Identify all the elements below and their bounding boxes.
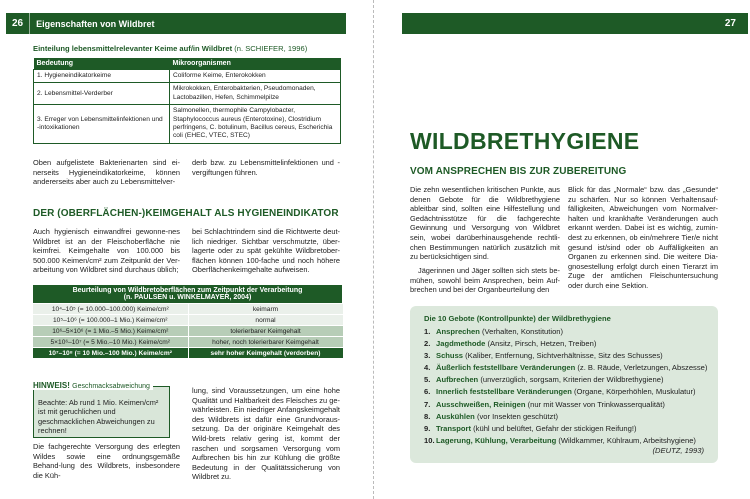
table-cell: 3. Erreger von Lebensmittelinfektionen und -intoxikationen <box>34 105 170 144</box>
surface-assessment-table <box>33 285 343 359</box>
right-page-header <box>402 13 748 34</box>
table-cell: 2. Lebensmittel-Verderber <box>34 83 170 105</box>
rule-number: 9. <box>424 423 431 433</box>
list-item <box>424 386 714 398</box>
hinweis-text: Beachte: Ab rund 1 Mio. Keimen/cm² ist mit geruchlichen und geschmacklichen Abweichungen zu rechnen! <box>38 398 159 436</box>
paragraph: Die fachgerechte Versorgung des erlegten Wildes sowie eine ordnungsgemäße Behand-lung des Wildbrets, insbesondere die Küh- <box>33 442 180 480</box>
section-heading: DER (OBERFLÄCHEN-)KEIMGEHALT ALS HYGIENEINDIKATOR <box>33 208 339 219</box>
rule-detail: (Kaliber, Entfernung, Sichtverhältnisse, Sitz des Schusses) <box>463 351 663 361</box>
table-cell: Salmonellen, thermophile Campylobacter, Staphylococcus aureus (Enterotoxine), Clostridium perfringens, C. botulinum, Bacillus cereus, Escherichia coli (EHEC, VTEC, STEC) <box>170 105 341 144</box>
left-page-number: 26 <box>12 18 24 29</box>
rule-number: 8. <box>424 411 431 421</box>
left-page-running-title: Eigenschaften von Wildbret <box>29 13 154 34</box>
table-cell: 10⁷–10⁸ (= 10 Mio.–100 Mio.) Keime/cm² <box>33 348 188 359</box>
table-row <box>34 83 341 105</box>
paragraph: Auch hygienisch einwandfrei gewonne-nes Wildbret ist an der Fleischoberfläche nie keimfrei. Keimgehalte von 100.000 bis 500.000 Keimen/cm² zum Zeitpunkt der Ver-arbeitung von Wildbret sind durchaus üblich; <box>33 227 180 275</box>
rule-detail: (Verhalten, Konstitution) <box>479 327 564 336</box>
table-cell: hoher, noch tolerierbarer Keimgehalt <box>188 337 343 348</box>
rules-list <box>424 326 714 447</box>
paragraph: Blick für das „Normale“ bzw. das „Gesunde“ zu schärfen. Nur so können Verhaltensauf-fälligkeiten, Abweichungen vom Normalver-halten und krankhafte Veränderungen auch erkannt werden. Dabei ist es wichtig, zumin-dest zu erkennen, ob ein/mehrere Tier/e nicht gesund ist/sind oder ob Auffälligkeiten an Organen zu erkennen sind. Die weitere Dia-gnosestellung erfolgt durch einen Tierarzt im Zuge der amtlichen Fleischuntersuchung oder durch eine Sektion. <box>568 185 718 290</box>
rule-number: 2. <box>424 339 431 349</box>
rules-source: (DEUTZ, 1993) <box>652 446 704 455</box>
table-row <box>33 304 343 315</box>
table-cell: 10⁵–10⁶ (= 100.000–1 Mio.) Keime/cm² <box>33 315 188 326</box>
table-row <box>34 105 341 144</box>
rule-number: 7. <box>424 399 431 409</box>
hinweis-box <box>33 381 170 438</box>
rule-number: 3. <box>424 351 431 361</box>
rule-number: 6. <box>424 387 431 397</box>
table-row <box>33 337 343 348</box>
table-row <box>33 348 343 359</box>
table-cell: normal <box>188 315 343 326</box>
table-cell: 10⁴–10⁵ (= 10.000–100.000) Keime/cm² <box>33 304 188 315</box>
table-cell: tolerierbarer Keimgehalt <box>188 326 343 337</box>
rule-keyword: Jagdmethode <box>436 339 486 349</box>
list-item <box>424 399 714 411</box>
rule-keyword: Innerlich feststellbare Veränderungen <box>436 387 572 397</box>
paragraph: bei Schlachtrindern sind die Richtwerte deut-lich niedriger. Sichtbar verschmutzte, über-lagerte oder zu spät gekühlte Wildbretober-flächen können 100-fache und noch höhere Oberflächenkeimgehalte aufweisen. <box>192 227 340 275</box>
table1-caption: Einteilung lebensmittelrelevanter Keime auf/in Wildbret (n. SCHIEFER, 1996) <box>33 44 308 53</box>
rule-keyword: Ansprechen <box>436 327 480 336</box>
section-heading: VOM ANSPRECHEN BIS ZUR ZUBEREITUNG <box>410 166 627 177</box>
table2-title: Beurteilung von Wildbretoberflächen zum Zeitpunkt der Verarbeitung (n. PAULSEN u. WINKELMAYER, 2004) <box>33 285 343 304</box>
rule-keyword: Transport <box>436 423 472 433</box>
rule-detail: (nur mit Wasser von Trinkwasserqualität) <box>525 399 665 409</box>
table-cell: keimarm <box>188 304 343 315</box>
paragraph: Die zehn wesentlichen kritischen Punkte, aus denen Gebote für die Wildbrethygiene ableitbar sind, sollten eine Hilfestellung und Gedächtnisstütze für die fachgerechte Gewinnung und Versorgung von Wildbret sein, wobei darüberhinausgehende rechtli-chen Bestimmungen natürlich zusätzlich mit zu berücksichtigen sind. <box>410 185 560 262</box>
rule-keyword: Schuss <box>436 351 464 361</box>
list-item <box>424 326 714 338</box>
paragraph: Oben aufgelistete Bakterienarten sind ei-nerseits Hygieneindikatorkeime, können andererseits aber auch zu Lebensmittelver- <box>33 158 180 187</box>
table-cell: 1. Hygieneindikatorkeime <box>34 70 170 83</box>
rule-keyword: Ausschweißen, Reinigen <box>436 399 526 409</box>
page-title: WILDBRETHYGIENE <box>410 128 640 154</box>
table-cell: 5×10⁶–10⁷ (= 5 Mio.–10 Mio.) Keime/cm² <box>33 337 188 348</box>
germs-table <box>33 58 341 144</box>
rule-detail: (Organe, Körperhöhlen, Muskulatur) <box>571 387 696 397</box>
ten-rules-box <box>410 306 718 463</box>
list-item <box>424 362 714 374</box>
table1-header-mikroorganismen: Mikroorganismen <box>170 58 341 70</box>
rule-detail: (Wildkammer, Kühlraum, Arbeitshygiene) <box>556 435 696 445</box>
rule-detail: (vor Insekten geschützt) <box>474 411 558 421</box>
table-row <box>33 315 343 326</box>
rule-keyword: Äußerlich feststellbare Veränderungen <box>436 363 576 373</box>
list-item <box>424 374 714 386</box>
paragraph: derb bzw. zu Lebensmittelinfektionen und -vergiftungen führen. <box>192 158 340 177</box>
paragraph: Jägerinnen und Jäger sollten sich stets be-mühen, sowohl beim Ansprechen, beim Auf-brechen und bei der Organbeurteilung den <box>410 266 560 295</box>
rule-detail: (kühl und belüftet, Gefahr der stickigen Reifung!) <box>471 423 637 433</box>
rules-title: Die 10 Gebote (Kontrollpunkte) der Wildbrethygiene <box>424 314 611 323</box>
rule-detail: (Ansitz, Pirsch, Hetzen, Treiben) <box>485 339 597 349</box>
rule-keyword: Auskühlen <box>436 411 475 421</box>
table-cell: 10⁶–5×10⁶ (= 1 Mio.–5 Mio.) Keime/cm² <box>33 326 188 337</box>
list-item <box>424 350 714 362</box>
table1-header-bedeutung: Bedeutung <box>34 58 170 70</box>
hinweis-label: HINWEIS! Geschmacksabweichung <box>33 381 153 390</box>
rule-detail: (unverzüglich, sorgsam, Kriterien der Wildbrethygiene) <box>478 375 664 385</box>
rule-number: 1. <box>424 327 431 336</box>
rule-number: 4. <box>424 363 431 373</box>
paragraph: lung, sind Voraussetzungen, um eine hohe Qualität und Haltbarkeit des Fleisches zu ge-währleisten. Ein niedriger Anfangskeimgehalt des Wildbrets ist dafür eine Grundvoraus-setzung. Da der originäre Keimgehalt des Wild-brets relativ gering ist, kommt der raschen und sorgsamen Versorgung vom Aufbrechen bis hin zur Kühlung die größte Bedeutung in der Qualitätssicherung von Wildbret zu. <box>192 386 340 482</box>
list-item <box>424 338 714 350</box>
rule-number: 10. <box>424 435 435 445</box>
rule-keyword: Lagerung, Kühlung, Verarbeitung <box>436 435 557 445</box>
page-gutter <box>373 0 374 499</box>
table-row <box>34 70 341 83</box>
table-row <box>33 326 343 337</box>
list-item <box>424 423 714 435</box>
right-page-number: 27 <box>724 18 736 29</box>
table-cell: Mikrokokken, Enterobakterien, Pseudomonaden, Lactobazillen, Hefen, Schimmelpilze <box>170 83 341 105</box>
rule-detail: (z. B. Räude, Verletzungen, Abszesse) <box>575 363 708 373</box>
left-page-header <box>6 13 346 34</box>
rule-number: 5. <box>424 375 431 385</box>
table-cell: sehr hoher Keimgehalt (verdorben) <box>188 348 343 359</box>
table-cell: Coliforme Keime, Enterokokken <box>170 70 341 83</box>
rule-keyword: Aufbrechen <box>436 375 479 385</box>
list-item <box>424 411 714 423</box>
